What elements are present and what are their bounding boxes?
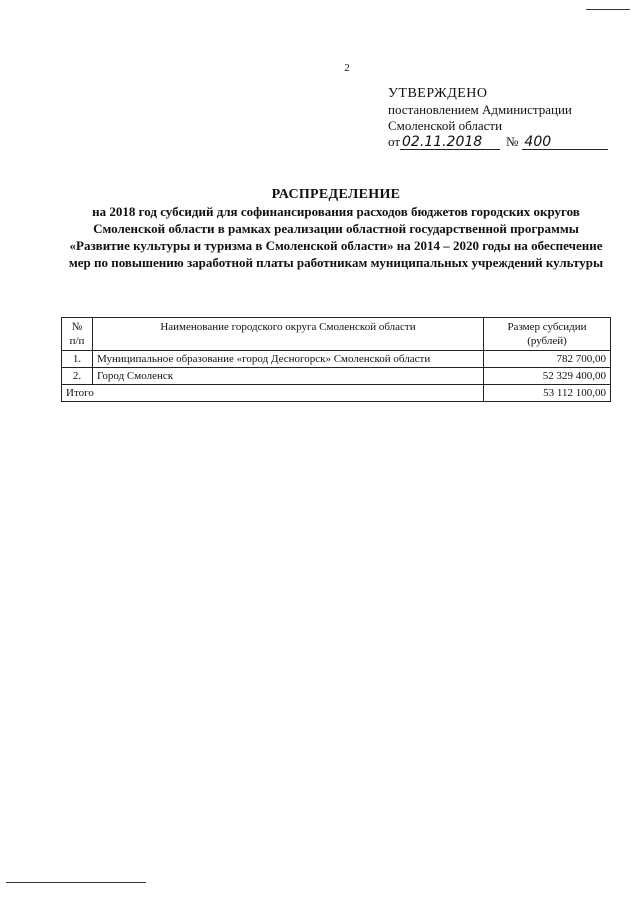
heading-subtitle: на 2018 год субсидий для софинансирования расходов бюджетов городских округов Смоленской области в рамках реализации областной государственной программы «Развитие культуры и туризма в Смоленской области» на 2014 – 2020 годы на обеспечение мер по повышению заработной платы работникам муниципальных учреждений культуры — [68, 204, 604, 270]
table-row — [62, 368, 611, 385]
heading-title: РАСПРЕДЕЛЕНИЕ — [271, 187, 401, 202]
table-row — [62, 351, 611, 368]
approval-line-2: Смоленской области — [388, 118, 503, 133]
top-rule — [586, 9, 630, 10]
row-name: Город Смоленск — [93, 368, 484, 385]
bottom-rule — [6, 882, 146, 883]
row-name: Муниципальное образование «город Десногорск» Смоленской области — [93, 351, 484, 368]
document-heading — [62, 186, 610, 271]
total-amount: 53 112 100,00 — [484, 385, 611, 402]
approval-line-1: постановлением Администрации — [388, 102, 572, 117]
row-amount: 782 700,00 — [484, 351, 611, 368]
total-row — [62, 385, 611, 402]
total-label: Итого — [62, 385, 484, 402]
row-num: 1. — [62, 351, 93, 368]
approval-date-line — [388, 134, 608, 150]
number-value: 400 — [522, 135, 608, 150]
approval-block — [388, 86, 608, 150]
date-value: 02.11.2018 — [400, 135, 500, 150]
table-header-row — [62, 318, 611, 351]
header-name: Наименование городского округа Смоленской области — [93, 318, 484, 351]
row-num: 2. — [62, 368, 93, 385]
number-prefix: № — [506, 134, 519, 149]
row-amount: 52 329 400,00 — [484, 368, 611, 385]
subsidy-table — [61, 317, 611, 402]
header-num: № п/п — [62, 318, 93, 351]
approval-title: УТВЕРЖДЕНО — [388, 86, 488, 101]
date-prefix: от — [388, 134, 401, 149]
page-number: 2 — [344, 62, 350, 74]
header-amount: Размер субсидии (рублей) — [484, 318, 611, 351]
